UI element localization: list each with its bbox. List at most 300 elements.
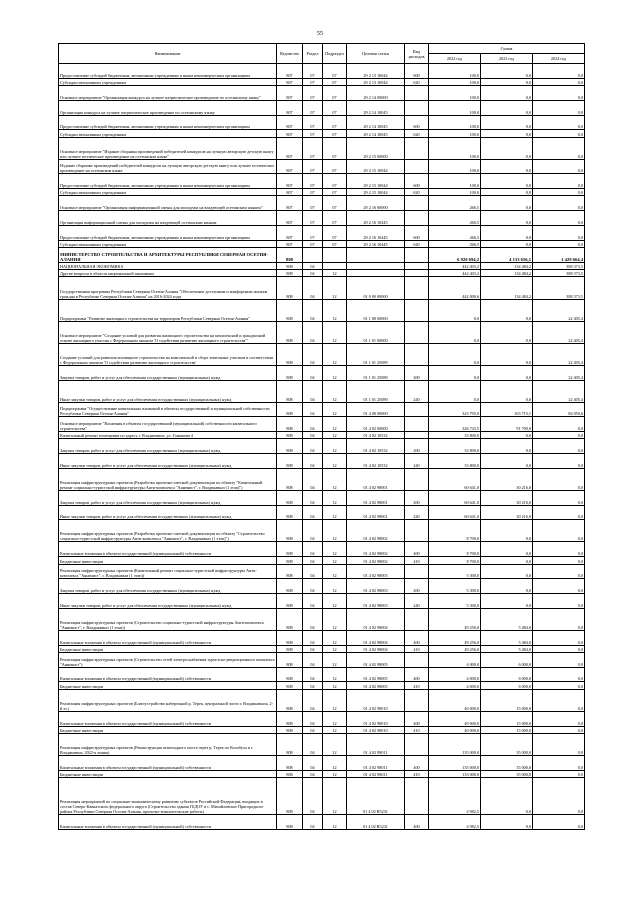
cell-expense-type: 410 [405,682,429,689]
cell-2024: 0,0 [533,557,585,564]
cell-2023: 4 133 656,1 [481,248,533,263]
cell-razdel: 04 [303,432,323,439]
cell-2023: 0,0 [481,432,533,439]
cell-2024: 0,0 [533,64,585,79]
cell-podrazdel: 12 [323,321,347,343]
cell-vedomstvo: 808 [277,417,303,432]
cell-vedomstvo: 808 [277,505,303,520]
cell-2023: 91 700,0 [481,417,533,432]
cell-expense-type: 400 [405,542,429,557]
table-row [59,733,585,755]
cell-expense-type [405,321,429,343]
cell-2023: 134 484,2 [481,262,533,269]
cell-target: 01 4 02 98001 [347,490,405,505]
cell-expense-type [405,262,429,269]
table-row [59,64,585,79]
cell-vedomstvo: 808 [277,248,303,263]
cell-expense-type: 620 [405,78,429,85]
cell-2023: 0,0 [481,579,533,594]
cell-name: Иные закупки товаров, работ и услуг для обеспечения государственных (муниципальных) нужд [59,454,277,469]
cell-2023: 15 000,0 [481,711,533,726]
cell-razdel: 04 [303,270,323,277]
cell-podrazdel: 12 [323,417,347,432]
table-row [59,814,585,829]
cell-target: 01 4 02 10532 [347,454,405,469]
cell-target: 01 4 02 R5231 [347,814,405,829]
cell-razdel: 04 [303,652,323,667]
cell-2023: 30 216,0 [481,490,533,505]
cell-2022: 49 256,0 [429,645,481,652]
cell-2023: 5 484,0 [481,645,533,652]
cell-name: Капитальные вложения в объекты государственной (муниципальной) собственности [59,630,277,645]
cell-2023: 0,0 [481,211,533,226]
cell-2024: 388 373,5 [533,277,585,299]
cell-target: 01 4 02 98004 [347,608,405,630]
cell-expense-type [405,299,429,321]
cell-2022: 0,0 [429,321,481,343]
cell-podrazdel: 07 [323,240,347,247]
table-row [59,189,585,196]
cell-2022: 100,0 [429,174,481,189]
cell-expense-type [405,733,429,755]
cell-razdel: 04 [303,682,323,689]
cell-podrazdel: 12 [323,432,347,439]
col-year-2023: 2023 год [481,54,533,64]
cell-vedomstvo: 807 [277,240,303,247]
cell-vedomstvo: 807 [277,225,303,240]
cell-expense-type: 400 [405,667,429,682]
cell-target: 01 4 02 98005 [347,652,405,667]
cell-vedomstvo: 808 [277,402,303,417]
cell-target: 01 4 02 98003 [347,579,405,594]
cell-2024: 0,0 [533,454,585,469]
cell-expense-type [405,137,429,159]
cell-2022: 0,0 [429,343,481,365]
cell-razdel: 04 [303,343,323,365]
cell-2022: 266,5 [429,211,481,226]
cell-vedomstvo: 807 [277,64,303,79]
cell-name: Реализация инфраструктурных проектов (Разработка проектно-сметной документации по объекту "Строительство социально-туристской инфраструктуры Анти-комплекса "Анненист", г. Владикавказ (1 этап)") [59,520,277,542]
cell-podrazdel: 12 [323,505,347,520]
cell-name: Закупка товаров, работ и услуг для обеспечения государственных (муниципальных) нужд [59,439,277,454]
cell-2024: 0,0 [533,682,585,689]
cell-expense-type: 200 [405,365,429,380]
cell-vedomstvo: 808 [277,432,303,439]
cell-name: Предоставление субсидий бюджетным, автономным учреждениям и иным некоммерческим организациям [59,174,277,189]
cell-2024: 388 373,5 [533,270,585,277]
page-number: 55 [317,31,323,37]
cell-2024: 0,0 [533,417,585,432]
cell-target: 01 1 01 25089 [347,343,405,365]
cell-razdel: 07 [303,225,323,240]
cell-2024: 0,0 [533,130,585,137]
cell-razdel: 04 [303,755,323,770]
cell-2023: 35 000,0 [481,733,533,755]
cell-podrazdel: 12 [323,564,347,579]
table-row [59,594,585,609]
cell-expense-type [405,248,429,263]
cell-2022: 33 800,0 [429,432,481,439]
cell-2023: 0,0 [481,240,533,247]
cell-expense-type [405,100,429,115]
cell-2023: 0,0 [481,130,533,137]
cell-expense-type: 240 [405,380,429,402]
cell-name: Бюджетные инвестиции [59,770,277,777]
col-target: Целевая статья [347,44,405,64]
cell-expense-type [405,689,429,711]
table-row [59,505,585,520]
cell-razdel: 04 [303,262,323,269]
cell-razdel: 04 [303,579,323,594]
cell-podrazdel: 07 [323,78,347,85]
cell-target: 29 2 14 00000 [347,86,405,101]
cell-razdel: 07 [303,189,323,196]
cell-name: Иные закупки товаров, работ и услуг для обеспечения государственных (муниципальных) нужд [59,380,277,402]
cell-expense-type: 410 [405,726,429,733]
cell-target: 01 4 02 98010 [347,711,405,726]
cell-podrazdel: 07 [323,130,347,137]
col-podrazdel: Подраздел [323,44,347,64]
table-row [59,417,585,432]
cell-2022: 4 000,0 [429,652,481,667]
cell-name: Основное мероприятие "Создание условий для развития жилищного строительства на комплексной и грандиозной основе жилищного участия с Федеральным законом 'О содействии развитию жилищного строительства'" [59,321,277,343]
cell-2022: 100,0 [429,78,481,85]
cell-vedomstvo: 808 [277,645,303,652]
cell-vedomstvo: 808 [277,365,303,380]
cell-expense-type [405,468,429,490]
cell-2022: 100,0 [429,130,481,137]
cell-name: Основное мероприятие "Издание сборника произведений победителей конкурсов на лучшую авторскую детскую книгу или лучшее поэтическое произведение на осетинском языке" [59,137,277,159]
cell-vedomstvo: 807 [277,189,303,196]
cell-razdel [303,248,323,263]
table-row [59,652,585,667]
cell-2024: 0,0 [533,211,585,226]
cell-2024: 0,0 [533,432,585,439]
cell-target: 01 4 00 00000 [347,402,405,417]
cell-2024: 0,0 [533,814,585,829]
cell-vedomstvo: 808 [277,343,303,365]
cell-name: Бюджетные инвестиции [59,645,277,652]
cell-vedomstvo: 807 [277,211,303,226]
table-row [59,137,585,159]
cell-2023: 0,0 [481,189,533,196]
cell-vedomstvo: 807 [277,115,303,130]
cell-razdel: 04 [303,557,323,564]
cell-name: Организация информационной смены для молодежи на владеющей осетинским языком [59,211,277,226]
cell-name: Бюджетные инвестиции [59,557,277,564]
cell-2024: 0,0 [533,490,585,505]
cell-2024: 0,0 [533,505,585,520]
cell-2023: 35 000,0 [481,770,533,777]
cell-vedomstvo: 808 [277,321,303,343]
cell-expense-type [405,778,429,815]
cell-podrazdel: 12 [323,579,347,594]
cell-razdel: 07 [303,130,323,137]
cell-2023: 35 000,0 [481,755,533,770]
cell-name: Капитальные вложения в объекты государственной (муниципальной) собственности [59,667,277,682]
cell-2024: 0,0 [533,189,585,196]
cell-2024: 0,0 [533,520,585,542]
cell-2023: 0,0 [481,454,533,469]
cell-vedomstvo: 808 [277,439,303,454]
cell-razdel: 07 [303,78,323,85]
cell-razdel: 07 [303,196,323,211]
cell-target: 29 2 16 10445 [347,225,405,240]
cell-2023: 0,0 [481,78,533,85]
cell-razdel: 07 [303,86,323,101]
cell-2024: 0,0 [533,645,585,652]
cell-razdel: 04 [303,417,323,432]
cell-target: 29 2 15 10044 [347,159,405,174]
cell-expense-type [405,196,429,211]
cell-vedomstvo: 808 [277,468,303,490]
cell-podrazdel: 12 [323,520,347,542]
cell-vedomstvo: 808 [277,490,303,505]
cell-vedomstvo: 808 [277,726,303,733]
cell-podrazdel: 12 [323,608,347,630]
cell-2022: 49 256,0 [429,608,481,630]
cell-podrazdel [323,248,347,263]
cell-expense-type [405,652,429,667]
cell-name: Субсидии автономным учреждениям [59,78,277,85]
cell-2023: 103 715,1 [481,402,533,417]
cell-target: 01 4 02 98005 [347,667,405,682]
cell-expense-type [405,86,429,101]
cell-name: Закупка товаров, работ и услуг для обеспечения государственных (муниципальных) нужд [59,579,277,594]
cell-target: 01 4 02 98002 [347,520,405,542]
cell-vedomstvo: 807 [277,78,303,85]
cell-2024: 0,0 [533,159,585,174]
table-row [59,439,585,454]
cell-2024: 0,0 [533,594,585,609]
cell-expense-type: 240 [405,594,429,609]
cell-vedomstvo: 808 [277,667,303,682]
cell-name: Закупка товаров, работ и услуг для обеспечения государственных (муниципальных) нужд [59,490,277,505]
cell-2022: 323 795,0 [429,402,481,417]
cell-vedomstvo: 808 [277,682,303,689]
table-row [59,770,585,777]
cell-razdel: 04 [303,365,323,380]
cell-expense-type [405,564,429,579]
cell-2022: 0,0 [429,299,481,321]
table-row [59,557,585,564]
table-row [59,564,585,579]
cell-expense-type: 620 [405,240,429,247]
table-row [59,365,585,380]
cell-target: 01 4 02 98001 [347,505,405,520]
col-vedomstvo: Ведомство [277,44,303,64]
cell-podrazdel: 12 [323,542,347,557]
table-row [59,755,585,770]
cell-2022: 442 403,2 [429,270,481,277]
cell-2023: 0,0 [481,564,533,579]
table-row [59,321,585,343]
table-row [59,778,585,815]
cell-podrazdel: 12 [323,490,347,505]
cell-vedomstvo: 808 [277,380,303,402]
cell-2024: 0,0 [533,579,585,594]
table-body [59,64,585,830]
cell-name: Подпрограмма "Осуществление капитальных вложений в объекты государственной и муниципальной собственности Республики Северная Осетия-Алания" [59,402,277,417]
cell-podrazdel: 07 [323,115,347,130]
cell-2023: 0,0 [481,380,533,402]
cell-2024: 0,0 [533,439,585,454]
cell-2023: 0,0 [481,321,533,343]
cell-vedomstvo: 808 [277,778,303,815]
cell-name: Бюджетные инвестиции [59,682,277,689]
cell-2023: 0,0 [481,100,533,115]
cell-2024: 0,0 [533,770,585,777]
cell-podrazdel: 07 [323,64,347,79]
cell-2023: 6 000,0 [481,667,533,682]
cell-expense-type [405,608,429,630]
table-row [59,645,585,652]
cell-target: 29 2 14 10045 [347,100,405,115]
cell-2022: 60 641,0 [429,490,481,505]
cell-podrazdel: 12 [323,402,347,417]
cell-2024: 0,0 [533,733,585,755]
table-row [59,86,585,101]
cell-podrazdel: 12 [323,652,347,667]
col-year-2024: 2024 год [533,54,585,64]
cell-2024: 22 405,4 [533,299,585,321]
cell-target: 01 0 00 00000 [347,277,405,299]
cell-2023: 5 484,0 [481,630,533,645]
cell-name: Предоставление субсидий бюджетным, автономным учреждениям и иным некоммерческим организациям [59,64,277,79]
cell-razdel: 04 [303,490,323,505]
cell-2022: 442 403,2 [429,262,481,269]
cell-razdel: 04 [303,505,323,520]
cell-expense-type: 620 [405,189,429,196]
cell-razdel: 04 [303,520,323,542]
cell-target: 29 2 15 10044 [347,174,405,189]
cell-razdel: 07 [303,240,323,247]
table-row [59,262,585,269]
cell-expense-type [405,277,429,299]
table-row [59,490,585,505]
cell-vedomstvo: 808 [277,608,303,630]
cell-podrazdel: 12 [323,594,347,609]
cell-name: Основное мероприятие "Организация информационной смены для молодежи на владеющей осетинским языком" [59,196,277,211]
col-name: Наименование [59,44,277,64]
cell-razdel: 04 [303,645,323,652]
cell-podrazdel: 12 [323,630,347,645]
table-row [59,159,585,174]
cell-2024: 1 429 664,4 [533,248,585,263]
cell-2023: 0,0 [481,64,533,79]
cell-2023: 5 484,0 [481,608,533,630]
col-razdel: Раздел [303,44,323,64]
cell-2024: 0,0 [533,711,585,726]
cell-2024: 0,0 [533,608,585,630]
cell-target: 01 4 02 98011 [347,733,405,755]
cell-razdel: 04 [303,608,323,630]
cell-podrazdel: 12 [323,277,347,299]
cell-2023: 15 000,0 [481,689,533,711]
cell-2022: 135 000,0 [429,755,481,770]
cell-name: Подпрограмма "Развитие жилищного строительства на территории Республики Северная Осетия-Алания" [59,299,277,321]
cell-2024: 0,0 [533,726,585,733]
cell-expense-type [405,343,429,365]
cell-name: Капитальные вложения в объекты государственной (муниципальной) собственности [59,755,277,770]
cell-name: Субсидии автономным учреждениям [59,240,277,247]
cell-target: 29 2 16 00000 [347,196,405,211]
cell-target: 29 2 15 00000 [347,137,405,159]
cell-2024: 0,0 [533,137,585,159]
cell-2022: 0,0 [429,380,481,402]
table-row [59,711,585,726]
cell-expense-type [405,520,429,542]
cell-vedomstvo: 808 [277,594,303,609]
cell-target [347,270,405,277]
cell-podrazdel: 12 [323,270,347,277]
table-row [59,343,585,365]
cell-podrazdel: 12 [323,689,347,711]
cell-target: 29 2 13 10044 [347,64,405,79]
col-year-2022: 2022 год [429,54,481,64]
cell-name: Реализация инфраструктурных проектов (Строительство социально-туристской инфраструктуры Анти-комплекса "Анненист", г. Владикавказ (1 этап)) [59,608,277,630]
cell-target: 29 2 15 10044 [347,189,405,196]
cell-2023: 0,0 [481,86,533,101]
table-row [59,299,585,321]
cell-expense-type: 240 [405,505,429,520]
cell-2022: 40 000,0 [429,711,481,726]
cell-2023: 6 000,0 [481,682,533,689]
cell-expense-type [405,417,429,432]
cell-2023: 0,0 [481,343,533,365]
cell-2022: 0,0 [429,365,481,380]
cell-2023: 0,0 [481,439,533,454]
cell-podrazdel: 12 [323,557,347,564]
cell-target: 01 4 02 98002 [347,557,405,564]
cell-expense-type: 400 [405,814,429,829]
cell-podrazdel: 12 [323,726,347,733]
table-row [59,100,585,115]
cell-podrazdel: 12 [323,755,347,770]
cell-podrazdel [323,262,347,269]
cell-target [347,262,405,269]
cell-vedomstvo: 807 [277,174,303,189]
cell-vedomstvo: 808 [277,733,303,755]
cell-razdel: 04 [303,689,323,711]
cell-2023: 0,0 [481,196,533,211]
cell-name: Реализация инфраструктурных проектов (Капитальный ремонт социально-туристской инфраструктуры Анти-комплекса "Анненист", г. Владикавказ (1 этап)) [59,564,277,579]
cell-podrazdel: 07 [323,159,347,174]
cell-razdel: 04 [303,439,323,454]
cell-2023: 0,0 [481,365,533,380]
cell-podrazdel: 12 [323,439,347,454]
cell-vedomstvo: 808 [277,755,303,770]
cell-target: 01 4 02 98010 [347,726,405,733]
cell-2023: 0,0 [481,137,533,159]
cell-razdel: 04 [303,770,323,777]
cell-name: Государственная программа Республики Северная Осетия-Алания "Обеспечение доступным и комфортным жильем граждан в Республике Северная Осетия-Алания" на 2016-2024 годы [59,277,277,299]
table-row [59,402,585,417]
cell-podrazdel: 07 [323,189,347,196]
cell-razdel: 04 [303,277,323,299]
table-row [59,579,585,594]
cell-target: 01 4 02 10532 [347,432,405,439]
cell-vedomstvo: 807 [277,130,303,137]
cell-2022: 326 743,5 [429,417,481,432]
cell-2022: 49 256,0 [429,630,481,645]
table-row [59,196,585,211]
cell-target: 01 1 01 25089 [347,380,405,402]
cell-2023: 0,0 [481,299,533,321]
table-row [59,520,585,542]
cell-expense-type [405,402,429,417]
cell-expense-type [405,211,429,226]
